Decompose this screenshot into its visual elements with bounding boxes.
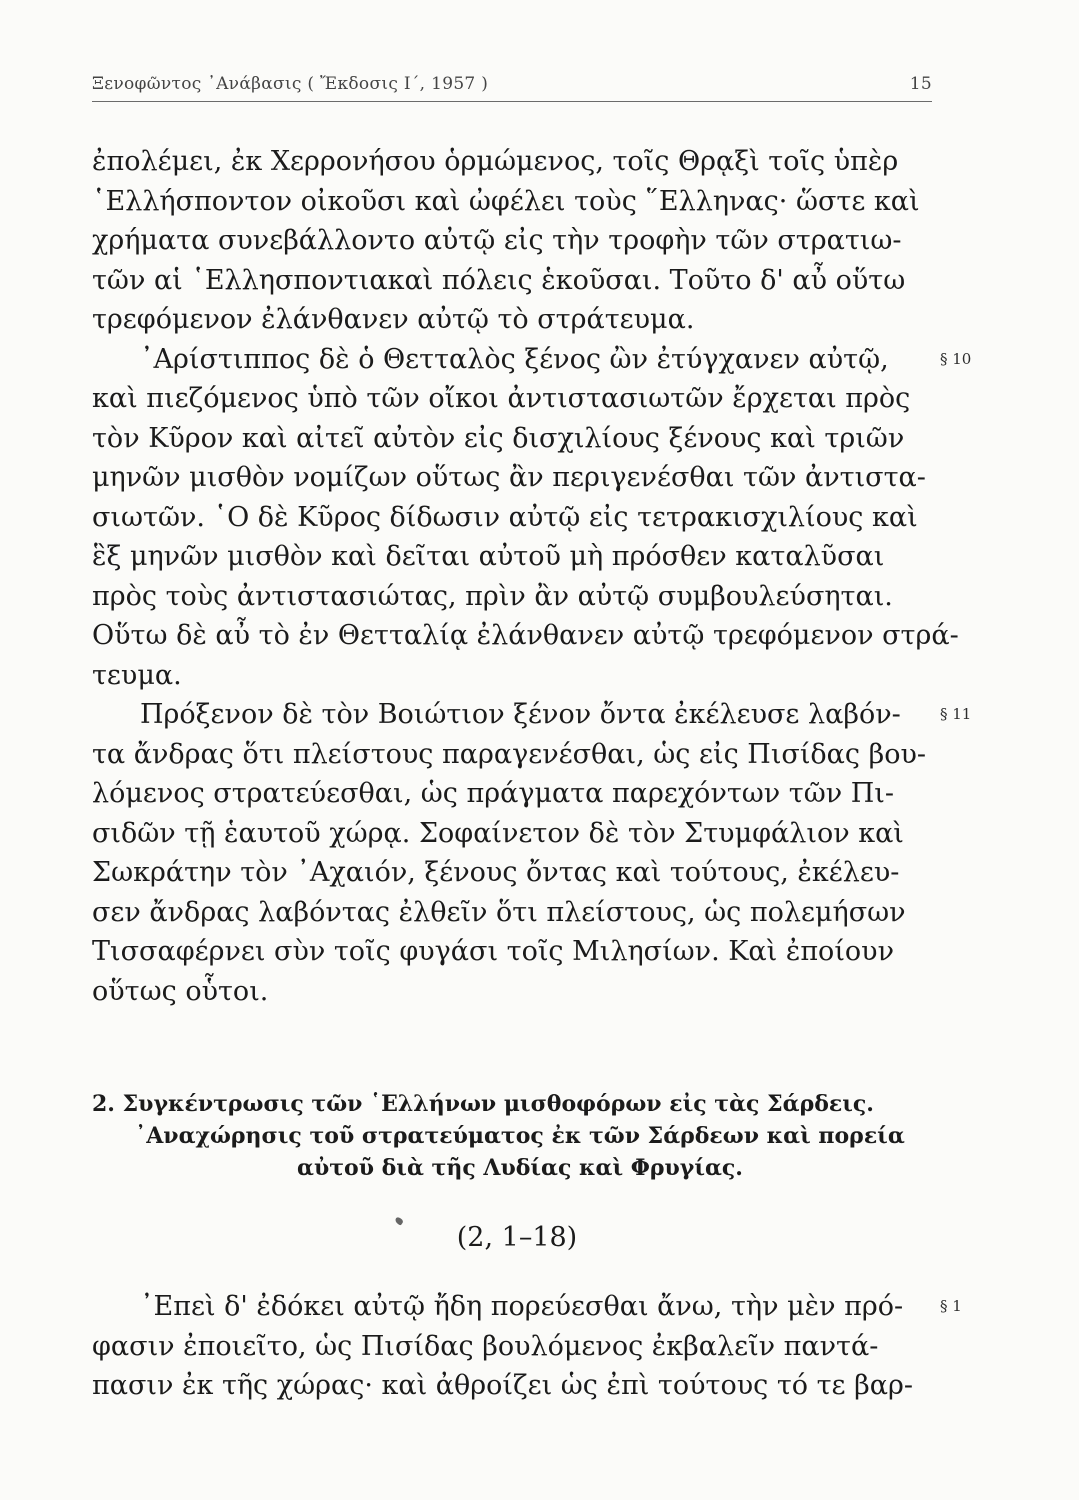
text-line — [92, 300, 942, 340]
text-line — [92, 893, 942, 933]
text-line — [92, 853, 942, 893]
section-heading — [92, 1088, 948, 1184]
section-marker: § 10 — [940, 349, 972, 368]
line-text: ᾿Επεὶ δ' ἐδόκει αὐτῷ ἤδη πορεύεσθαι ἄνω, τὴν μὲν πρό- — [140, 1291, 904, 1322]
text-line — [92, 379, 942, 419]
text-line — [92, 577, 942, 617]
heading-line-1: 2. Συγκέντρωσις τῶν ῾Ελλήνων μισθοφόρων εἰς τὰς Σάρδεις. — [92, 1091, 874, 1117]
text-line — [92, 1327, 942, 1367]
line-text: τρεφόμενον ἐλάνθανεν αὐτῷ τὸ στράτευμα. — [92, 304, 695, 335]
text-line — [92, 1366, 942, 1406]
heading-line-3: αὐτοῦ διὰ τῆς Λυδίας καὶ Φρυγίας. — [297, 1155, 743, 1181]
line-text: καὶ πιεζόμενος ὑπὸ τῶν οἴκοι ἀντιστασιωτῶν ἔρχεται πρὸς — [92, 383, 911, 414]
text-line — [92, 498, 942, 538]
line-text: χρήματα συνεβάλλοντο αὐτῷ εἰς τὴν τροφὴν τῶν στρατιω- — [92, 225, 902, 256]
running-title: Ξενοφῶντος ᾿Ανάβασις ( Ἔκδοσις Ι΄, 1957 ) — [92, 74, 489, 94]
text-line — [92, 182, 942, 222]
line-text: Τισσαφέρνει σὺν τοῖς φυγάσι τοῖς Μιλησίων. Καὶ ἐποίουν — [92, 936, 894, 967]
line-text: τα ἄνδρας ὅτι πλείστους παραγενέσθαι, ὡς εἰς Πισίδας βου- — [92, 738, 927, 770]
line-text: πρὸς τοὺς ἀντιστασιώτας, πρὶν ἂν αὐτῷ συμβουλεύσηται. — [92, 580, 893, 612]
line-text: Σωκράτην τὸν ᾿Αχαιόν, ξένους ὄντας καὶ τούτους, ἐκέλευ- — [92, 857, 900, 888]
line-text: οὕτως οὗτοι. — [92, 975, 269, 1007]
text-line — [92, 814, 942, 854]
running-header — [92, 70, 932, 100]
text-line — [92, 972, 942, 1012]
chapter-reference: (2, 1–18) — [456, 1222, 578, 1253]
line-text: τῶν αἱ ῾Ελλησποντιακαὶ πόλεις ἑκοῦσαι. Τοῦτο δ' αὖ οὕτω — [92, 264, 906, 296]
header-rule — [92, 101, 932, 102]
line-text: φασιν ἐποιεῖτο, ὡς Πισίδας βουλόμενος ἐκβαλεῖν παντά- — [92, 1330, 879, 1362]
text-line — [92, 932, 942, 972]
text-line — [92, 261, 942, 301]
line-text: πασιν ἐκ τῆς χώρας· καὶ ἀθροίζει ὡς ἐπὶ τούτους τό τε βαρ- — [92, 1370, 913, 1401]
line-text: μηνῶν μισθὸν νομίζων οὕτως ἂν περιγενέσθαι τῶν ἀντιστα- — [92, 462, 926, 493]
line-text: ῾Ελλήσποντον οἰκοῦσι καὶ ὠφέλει τοὺς ῞Ελληνας· ὥστε καὶ — [92, 185, 920, 217]
text-line — [92, 695, 972, 735]
line-text: τευμα. — [92, 659, 182, 691]
text-line — [92, 142, 942, 182]
text-line — [92, 616, 959, 656]
page-number: 15 — [909, 74, 932, 94]
line-text: σιωτῶν. ῾Ο δὲ Κῦρος δίδωσιν αὐτῷ εἰς τετρακισχιλίους καὶ — [92, 501, 918, 533]
text-block-bottom — [92, 1287, 962, 1406]
line-text: Οὕτω δὲ αὖ τὸ ἐν Θετταλίᾳ ἐλάνθανεν αὐτῷ τρεφόμενον στρά- — [92, 620, 959, 651]
line-text: σεν ἄνδρας λαβόντας ἐλθεῖν ὅτι πλείστους, ὡς πολεμήσων — [92, 896, 906, 928]
text-line — [92, 537, 942, 577]
line-text: σιδῶν τῇ ἑαυτοῦ χώρᾳ. Σοφαίνετον δὲ τὸν Στυμφάλιον καὶ — [92, 817, 904, 849]
text-line — [92, 1287, 962, 1327]
text-line — [92, 340, 972, 380]
text-line — [92, 774, 942, 814]
line-text: Πρόξενον δὲ τὸν Βοιώτιον ξένον ὄντα ἐκέλευσε λαβόν- — [140, 699, 901, 730]
section-marker: § 11 — [940, 705, 972, 723]
text-line — [92, 735, 942, 775]
text-block-top — [92, 142, 972, 1011]
line-text: ᾿Αρίστιππος δὲ ὁ Θετταλὸς ξένος ὢν ἐτύγχανεν αὐτῷ, — [140, 343, 889, 375]
text-line — [92, 221, 942, 261]
line-text: λόμενος στρατεύεσθαι, ὡς πράγματα παρεχόντων τῶν Πι- — [92, 778, 895, 809]
text-line — [92, 419, 942, 459]
line-text: ἓξ μηνῶν μισθὸν καὶ δεῖται αὐτοῦ μὴ πρόσθεν καταλῦσαι — [92, 541, 885, 572]
section-marker: § 1 — [940, 1297, 962, 1315]
line-text: τὸν Κῦρον καὶ αἰτεῖ αὐτὸν εἰς δισχιλίους ξένους καὶ τριῶν — [92, 422, 905, 454]
line-text: ἐπολέμει, ἐκ Χερρονήσου ὁρμώμενος, τοῖς Θρᾳξὶ τοῖς ὑπὲρ — [92, 146, 899, 177]
text-line — [92, 458, 942, 498]
heading-line-2: ᾿Αναχώρησις τοῦ στρατεύματος ἐκ τῶν Σάρδεων καὶ πορεία — [135, 1123, 905, 1149]
text-line — [92, 656, 942, 696]
